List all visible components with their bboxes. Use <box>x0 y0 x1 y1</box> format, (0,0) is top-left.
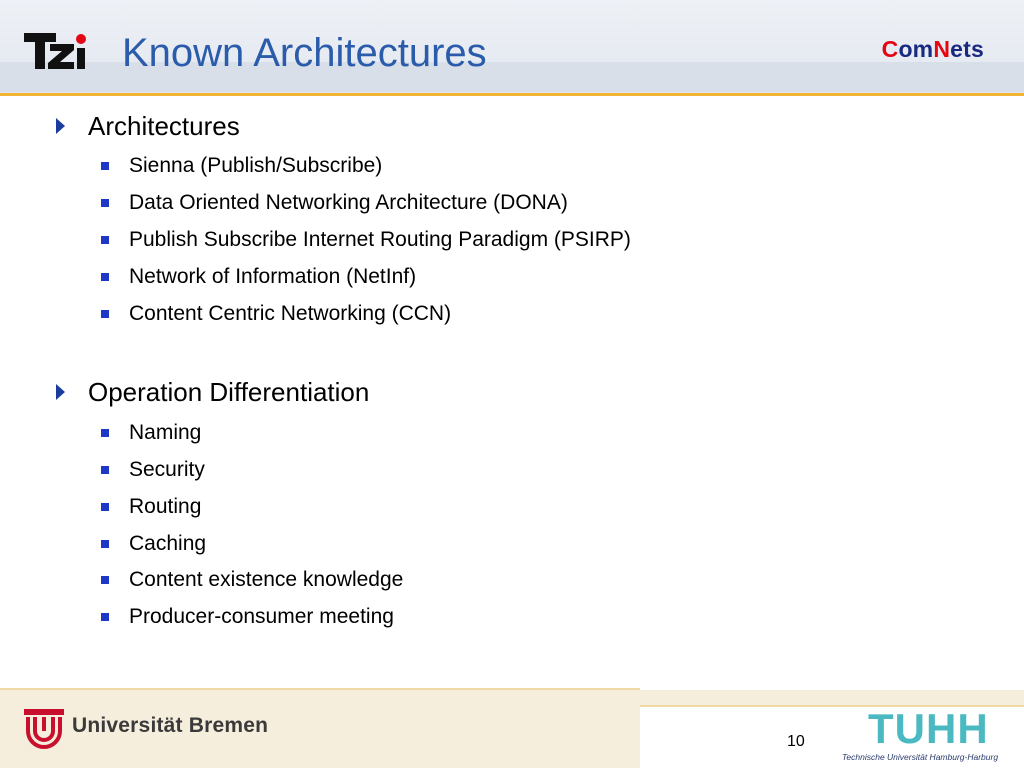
square-bullet-icon <box>101 429 109 437</box>
section-arrow-icon <box>56 118 65 134</box>
square-bullet-icon <box>101 503 109 511</box>
universitaet-bremen-logo <box>22 707 66 751</box>
square-bullet-icon <box>101 162 109 170</box>
header-divider <box>0 93 1024 96</box>
list-item: Publish Subscribe Internet Routing Paradigm (PSIRP) <box>129 228 631 251</box>
tuhh-logo-text: TUHH <box>868 705 989 752</box>
section-arrow-icon <box>56 384 65 400</box>
slide-title: Known Architectures <box>122 31 487 75</box>
square-bullet-icon <box>101 199 109 207</box>
square-bullet-icon <box>101 273 109 281</box>
list-item: Security <box>129 458 205 481</box>
list-item: Sienna (Publish/Subscribe) <box>129 154 383 177</box>
square-bullet-icon <box>101 613 109 621</box>
list-item: Data Oriented Networking Architecture (DONA) <box>129 191 568 214</box>
square-bullet-icon <box>101 236 109 244</box>
list-item: Network of Information (NetInf) <box>129 265 417 288</box>
square-bullet-icon <box>101 310 109 318</box>
tzi-logo <box>22 28 90 74</box>
tuhh-subtitle: Technische Universität Hamburg-Harburg <box>842 752 999 762</box>
list-item: Producer-consumer meeting <box>129 605 394 628</box>
list-item: Content existence knowledge <box>129 568 404 591</box>
list-item: Naming <box>129 421 202 444</box>
university-name: Universität Bremen <box>72 714 269 737</box>
square-bullet-icon <box>101 540 109 548</box>
list-item: Caching <box>129 532 207 555</box>
list-item: Content Centric Networking (CCN) <box>129 302 452 325</box>
square-bullet-icon <box>101 576 109 584</box>
page-number: 10 <box>787 733 805 750</box>
section-heading-architectures: Architectures <box>88 111 240 141</box>
footer-divider <box>0 688 640 690</box>
section-heading-operation-differentiation: Operation Differentiation <box>88 377 370 407</box>
comnets-logo: ComNets <box>881 36 984 62</box>
square-bullet-icon <box>101 466 109 474</box>
list-item: Routing <box>129 495 202 518</box>
